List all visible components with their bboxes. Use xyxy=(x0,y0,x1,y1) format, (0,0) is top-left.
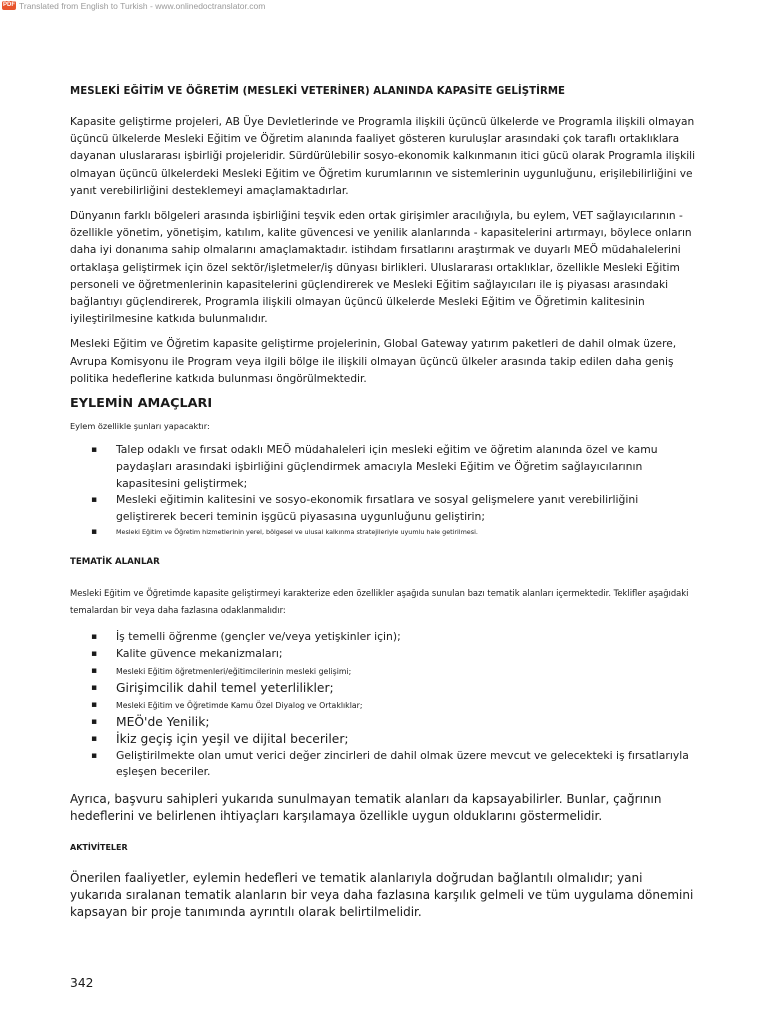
objective-item: ▪ Mesleki Eğitim ve Öğretim hizmetlerinin yerel, bölgesel ve ulusal kalkınma stratejileriyle uyumlu hale getirilmesi. xyxy=(70,526,698,539)
objectives-intro: Eylem özellikle şunları yapacaktır: xyxy=(70,421,210,432)
thematic-heading: TEMATİK ALANLAR xyxy=(70,557,160,568)
page-number: 342 xyxy=(70,976,94,990)
objectives-heading: EYLEMİN AMAÇLARI xyxy=(70,396,213,412)
objective-item: ▪ Talep odaklı ve fırsat odaklı MEÖ müdahaleleri için mesleki eğitim ve öğretim alanında özel ve kamu paydaşları arasındaki işbirliğini güçlendirmek amacıyla Mesleki Eğitim ve Öğretim sağlayıcılarının kapasitesini geliştirmek; xyxy=(70,442,698,492)
objective-item: ▪ Mesleki eğitimin kalitesini ve sosyo-ekonomik fırsatlara ve sosyal gelişmelere yanıt verebilirliğini geliştirerek beceri teminin işgücü piyasasına uygunluğunu geliştirin; xyxy=(70,492,698,526)
thematic-list xyxy=(70,629,698,781)
thematic-item: ▪ Mesleki Eğitim ve Öğretimde Kamu Özel Diyalog ve Ortaklıklar; xyxy=(70,697,698,714)
intro-paragraph-2: Dünyanın farklı bölgeleri arasında işbirliğini teşvik eden ortak girişimler aracılığıyla, bu eylem, VET sağlayıcılarının - özellikle yönetim, yönetişim, katılım, kalite güvencesi ve yenilik alanlarında - kapasitelerini artırmayı, böylece onların daha iyi donanıma sahip olmalarını amaçlamaktadır. istihdam fırsatlarını araştırmak ve duyarlı MEÖ müdahalelerini ortaklaşa geliştirmek için özel sektör/işletmeler/iş dünyası birlikleri. Uluslararası ortaklıklar, özellikle Mesleki Eğitim personeli ve öğretmenlerinin kapasitelerini güçlendirerek ve Mesleki Eğitim sağlayıcıları ile iş piyasası arasındaki bağlantıyı güçlendirerek, Programla ilişkili olmayan üçüncü ülkelerde Mesleki Eğitim ve Öğretimin kalitesinin iyileştirilmesine katkıda bulunmalıdır. xyxy=(70,210,692,326)
document-page xyxy=(70,86,698,921)
thematic-item: ▪ Geliştirilmekte olan umut verici değer zincirleri de dahil olmak üzere mevcut ve gelecekteki iş fırsatlarıyla eşleşen beceriler. xyxy=(70,748,698,782)
pdf-translator-icon: PDF xyxy=(3,2,15,8)
thematic-item: ▪ İkiz geçiş için yeşil ve dijital beceriler; xyxy=(70,731,698,748)
thematic-item: ▪ Kalite güvence mekanizmaları; xyxy=(70,646,698,663)
activities-heading: AKTİVİTELER xyxy=(70,843,128,853)
document-title: MESLEKİ EĞİTİM VE ÖĞRETİM (MESLEKİ VETERİNER) ALANINDA KAPASİTE GELİŞTİRME xyxy=(70,86,566,97)
translation-banner-text[interactable]: Translated from English to Turkish - www.onlinedoctranslator.com xyxy=(19,0,266,11)
translation-banner xyxy=(2,0,265,11)
objectives-list xyxy=(70,442,698,539)
thematic-item: ▪ Girişimcilik dahil temel yeterlilikler; xyxy=(70,680,698,697)
thematic-item: ▪ İş temelli öğrenme (gençler ve/veya yetişkinler için); xyxy=(70,629,698,646)
intro-paragraph-1: Kapasite geliştirme projeleri, AB Üye Devletlerinde ve Programla ilişkili üçüncü ülkelerde ve Programla ilişkili olmayan üçüncü ülkelerde Mesleki Eğitim ve Öğretim alanında faaliyet gösteren kuruluşlar arasındaki çok taraflı ortaklıklara dayanan uluslararası işbirliği projeleridir. Sürdürülebilir sosyo-ekonomik kalkınmanın itici gücü olarak Programla ilişkili olmayan üçüncü ülkelerdeki Mesleki Eğitim ve Öğretim kurumlarının ve sistemlerinin uygunluğunu, erişilebilirliğini ve yanıt verebilirliğini desteklemeyi amaçlamaktadırlar. xyxy=(70,116,696,197)
thematic-intro: Mesleki Eğitim ve Öğretimde kapasite geliştirmeyi karakterize eden özellikler aşağıda sunulan bazı tematik alanları içermektedir. Teklifler aşağıdaki temalardan bir veya daha fazlasına odaklanmalıdır: xyxy=(70,588,689,616)
thematic-item: ▪ Mesleki Eğitim öğretmenleri/eğitimcilerinin mesleki gelişimi; xyxy=(70,663,698,680)
thematic-item: ▪ MEÖ'de Yenilik; xyxy=(70,714,698,731)
intro-paragraph-3: Mesleki Eğitim ve Öğretim kapasite geliştirme projelerinin, Global Gateway yatırım paketleri de dahil olmak üzere, Avrupa Komisyonu ile Program veya ilgili bölge ile ilişkili olmayan üçüncü ülkeler arasında takip edilen daha geniş politika hedeflerine katkıda bulunması öngörülmektedir. xyxy=(70,338,677,385)
thematic-note: Ayrıca, başvuru sahipleri yukarıda sunulmayan tematik alanları da kapsayabilirler. Bunlar, çağrının hedeflerini ve belirlenen ihtiyaçları karşılamaya özellikle uygun olduklarını göstermelidir. xyxy=(70,792,662,824)
activities-text: Önerilen faaliyetler, eylemin hedefleri ve tematik alanlarıyla doğrudan bağlantılı olmalıdır; yani yukarıda sıralanan tematik alanların bir veya daha fazlasına karşılık gelmeli ve tüm uygulama dönemini kapsayan bir proje tanımında ayrıntılı olarak belirtilmelidir. xyxy=(70,871,694,920)
